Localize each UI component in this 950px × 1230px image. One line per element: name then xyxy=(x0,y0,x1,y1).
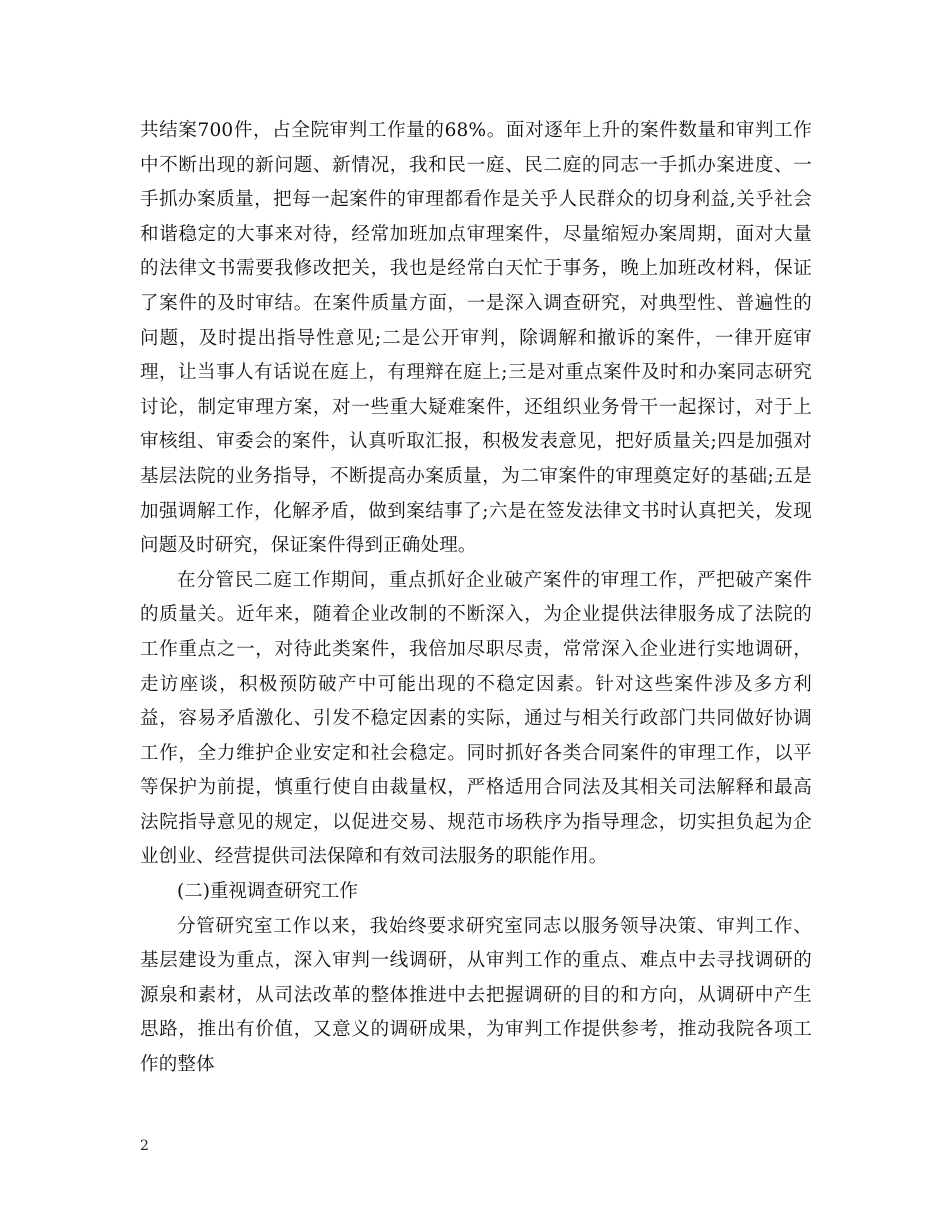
page-number: 2 xyxy=(140,1138,149,1154)
paragraph-research-office: 分管研究室工作以来，我始终要求研究室同志以服务领导决策、审判工作、基层建设为重点，深入审判一线调研，从审判工作的重点、难点中去寻找调研的源泉和素材，从司法改革的整体推进中去把握调研的目的和方向，从调研中产生思路，推出有价值，又意义的调研成果，为审判工作提供参考，推动我院各项工作的整体 xyxy=(140,915,812,1076)
section-heading-research: (二)重视调查研究工作 xyxy=(177,881,358,903)
paragraph-case-quality: 共结案700件，占全院审判工作量的68%。面对逐年上升的案件数量和审判工作中不断出现的新问题、新情况，我和民一庭、民二庭的同志一手抓办案进度、一手抓办案质量，把每一起案件的审理都看作是关乎人民群众的切身利益,关乎社会和谐稳定的大事来对待，经常加班加点审理案件，尽量缩短办案周期，面对大量的法律文书需要我修改把关，我也是经常白天忙于事务，晚上加班改材料，保证了案件的及时审结。在案件质量方面，一是深入调查研究，对典型性、普遍性的问题，及时提出指导性意见;二是公开审判，除调解和撤诉的案件，一律开庭审理，让当事人有话说在庭上，有理辩在庭上;三是对重点案件及时和办案同志研究讨论，制定审理方案，对一些重大疑难案件，还组织业务骨干一起探讨，对于上审核组、审委会的案件，认真听取汇报，积极发表意见，把好质量关;四是加强对基层法院的业务指导，不断提高办案质量，为二审案件的审理奠定好的基础;五是加强调解工作，化解矛盾，做到案结事了;六是在签发法律文书时认真把关，发现问题及时研究，保证案件得到正确处理。 xyxy=(140,120,812,557)
paragraph-civil-tribunal-two: 在分管民二庭工作期间，重点抓好企业破产案件的审理工作，严把破产案件的质量关。近年来，随着企业改制的不断深入，为企业提供法律服务成了法院的工作重点之一，对待此类案件，我倍加尽职尽责，常常深入企业进行实地调研，走访座谈，积极预防破产中可能出现的不稳定因素。针对这些案件涉及多方利益，容易矛盾激化、引发不稳定因素的实际，通过与相关行政部门共同做好协调工作，全力维护企业安定和社会稳定。同时抓好各类合同案件的审理工作，以平等保护为前提，慎重行使自由裁量权，严格适用合同法及其相关司法解释和最高法院指导意见的规定，以促进交易、规范市场秩序为指导理念，切实担负起为企业创业、经营提供司法保障和有效司法服务的职能作用。 xyxy=(140,569,812,868)
document-body xyxy=(140,114,812,1083)
